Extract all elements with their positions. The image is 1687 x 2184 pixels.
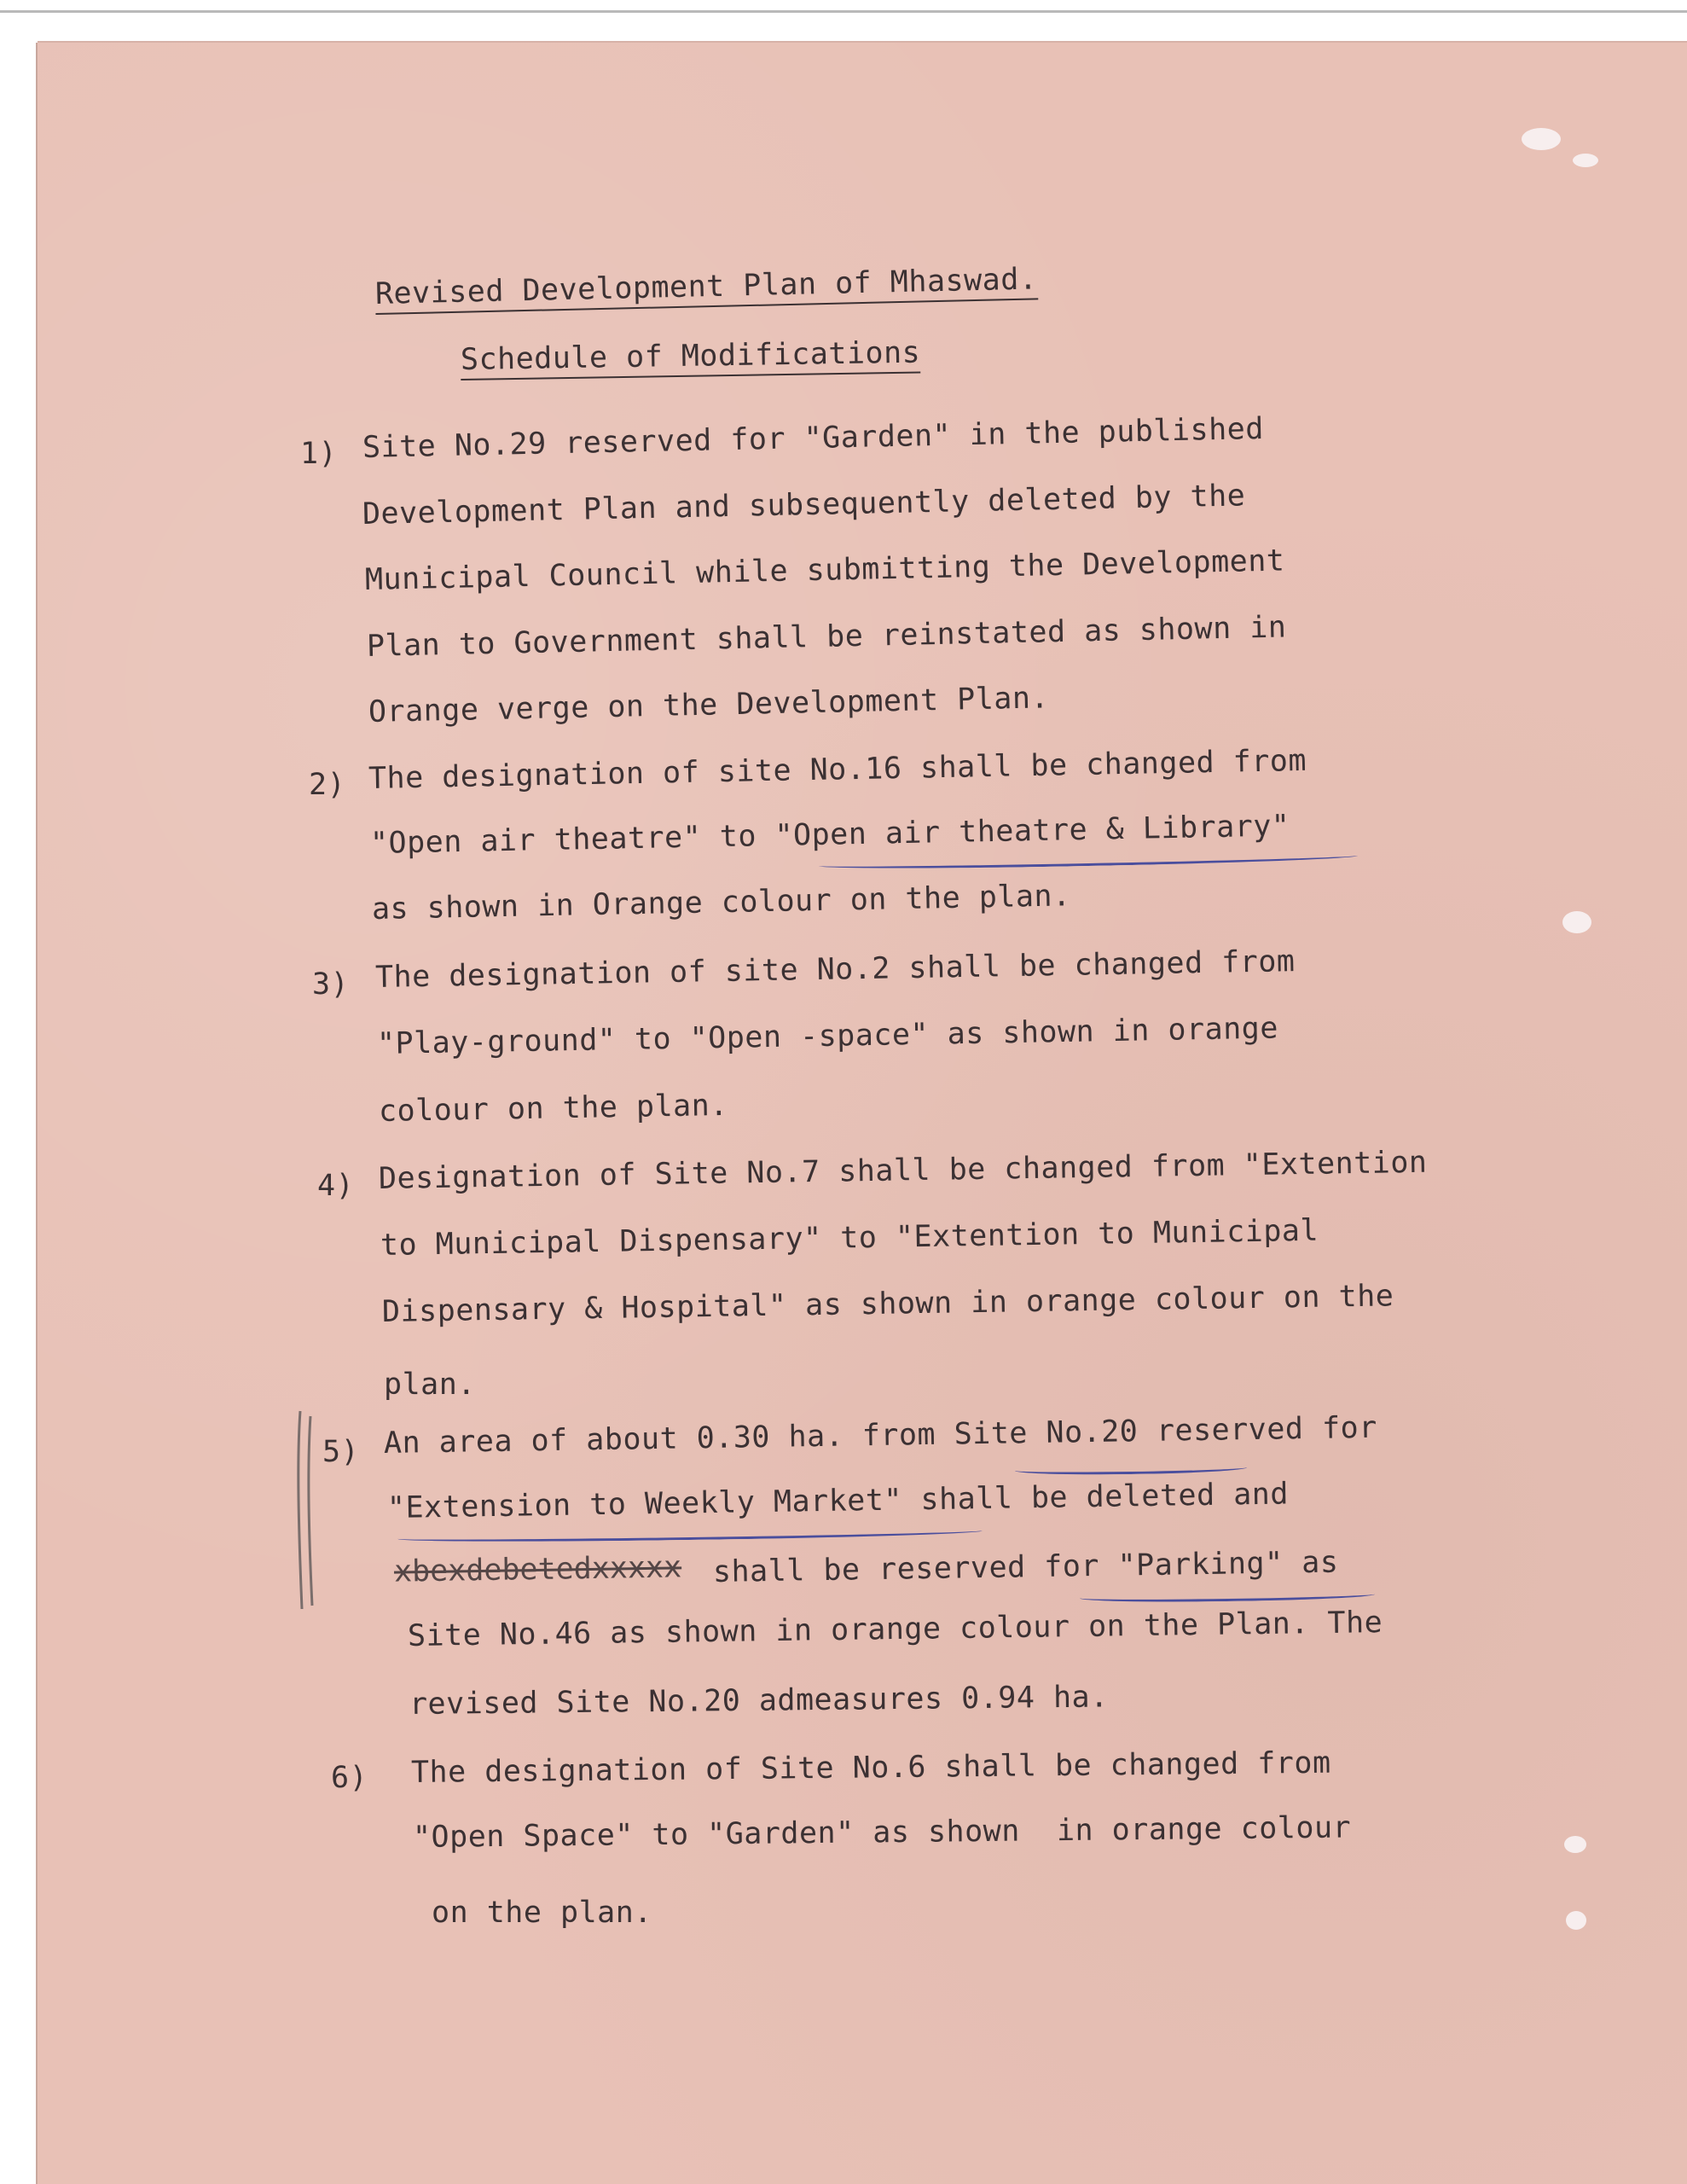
item-number: 3) — [312, 967, 350, 1002]
item-line: to Municipal Dispensary" to "Extention to Municipal — [380, 1213, 1319, 1263]
item-line: "Open air theatre" to "Open air theatre & Library" — [369, 809, 1290, 861]
paper-tear-spot — [1573, 154, 1598, 167]
item-line: shall be reserved for "Parking" as — [712, 1545, 1339, 1589]
item-line: An area of about 0.30 ha. from Site No.20 reserved for — [383, 1410, 1378, 1461]
item-number: 1) — [300, 437, 338, 471]
item-line: Site No.29 reserved for "Garden" in the published — [362, 411, 1265, 465]
item-line: "Play-ground" to "Open -space" as shown in orange — [376, 1011, 1279, 1061]
document-title: Revised Development Plan of Mhaswad. — [375, 262, 1038, 315]
item-line: Dispensary & Hospital" as shown in orange colour on the — [381, 1279, 1394, 1329]
item-number: 2) — [309, 768, 346, 802]
item-number: 6) — [331, 1761, 368, 1795]
item-line: The designation of site No.2 shall be changed from — [374, 944, 1296, 995]
item-line: Site No.46 as shown in orange colour on the Plan. The — [407, 1606, 1383, 1653]
item-line: revised Site No.20 admeasures 0.94 ha. — [409, 1680, 1109, 1722]
item-line: "Open Space" to "Garden" as shown in orange colour — [412, 1810, 1352, 1855]
paper-tear-spot — [1522, 128, 1561, 150]
item-line: "Extension to Weekly Market" shall be deleted and — [386, 1477, 1290, 1525]
item-line: Development Plan and subsequently deleted by the — [362, 479, 1246, 531]
item-number: 4) — [317, 1169, 355, 1203]
pencil-margin-mark — [293, 1408, 319, 1612]
item-line: Municipal Council while submitting the Development — [364, 543, 1285, 597]
paper-tear-spot — [1566, 1911, 1586, 1930]
item-line: colour on the plan. — [378, 1088, 729, 1129]
item-line: plan. — [384, 1368, 476, 1402]
document-subtitle: Schedule of Modifications — [461, 336, 921, 380]
item-line: The designation of site No.16 shall be changed from — [368, 743, 1307, 796]
item-line: Orange verge on the Development Plan. — [368, 681, 1050, 729]
item-line: as shown in Orange colour on the plan. — [371, 879, 1071, 926]
item-line: Designation of Site No.7 shall be changed from "Extention — [378, 1145, 1428, 1196]
paper-tear-spot — [1564, 1836, 1586, 1853]
item-line: on the plan. — [432, 1896, 652, 1930]
item-number: 5) — [322, 1435, 360, 1469]
item-line: The designation of Site No.6 shall be changed from — [410, 1745, 1331, 1790]
struck-out-text: xbexdebetedxxxxx — [393, 1550, 682, 1589]
paper-tear-spot — [1562, 911, 1591, 933]
scan-edge-rule — [0, 10, 1687, 13]
item-line: Plan to Government shall be reinstated as shown in — [366, 610, 1287, 664]
